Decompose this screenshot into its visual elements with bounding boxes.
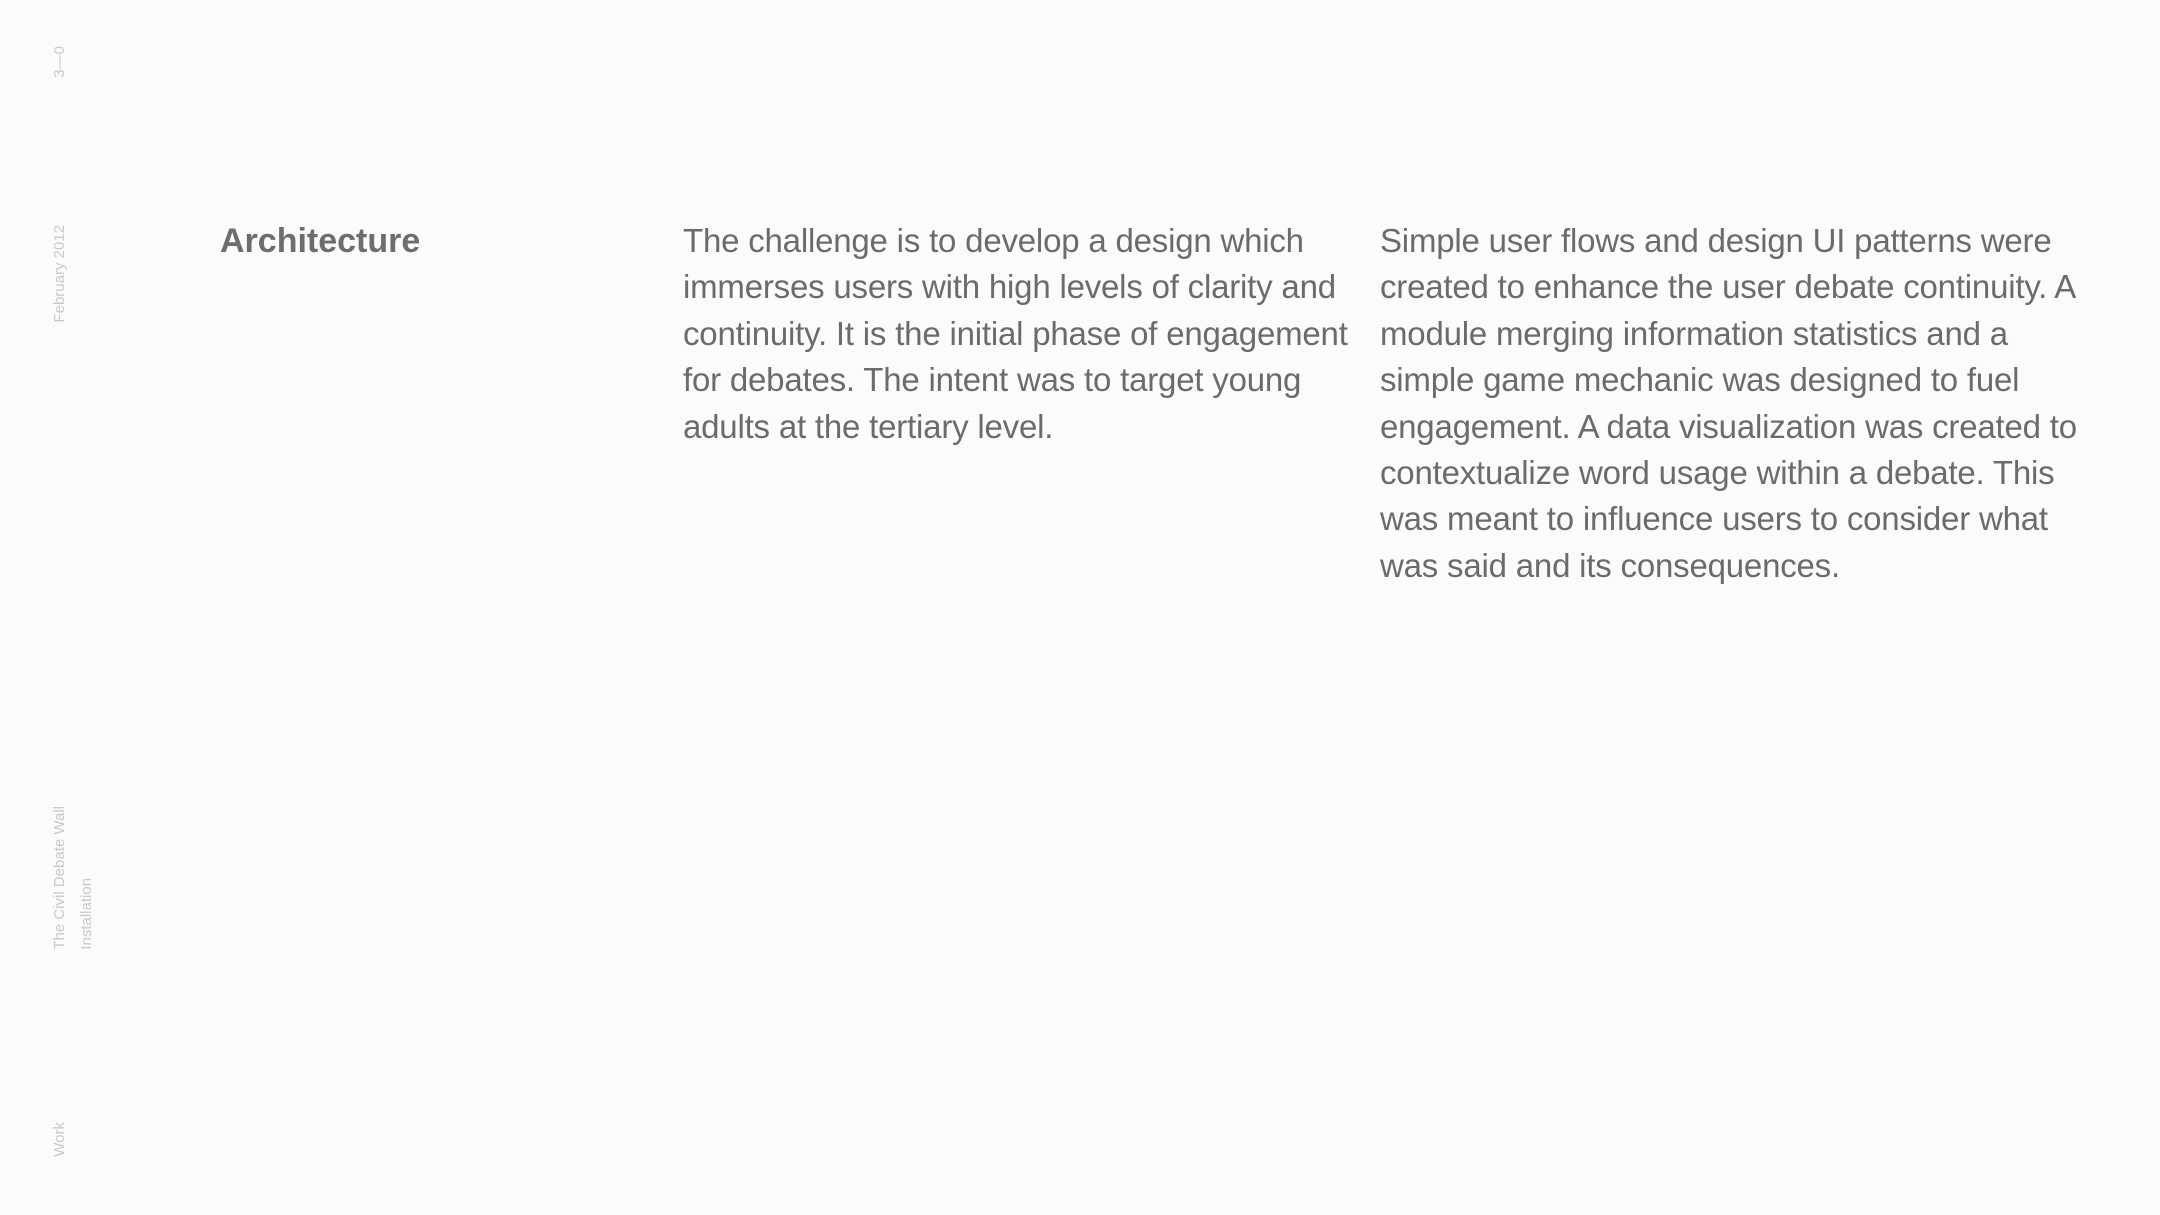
section-label: Work bbox=[51, 1122, 68, 1157]
body-column-2: Simple user flows and design UI patterns were created to enhance the user debate continuity. A module merging information statistics and a simple game mechanic was designed to fuel engagement. A data visualization was created to contextualize word usage within a debate. This was meant to influence users to consider what was said and its consequences. bbox=[1380, 222, 2077, 584]
project-title: The Civil Debate Wall bbox=[51, 806, 68, 950]
page-number: 3—0 bbox=[51, 46, 68, 78]
project-date: February 2012 bbox=[51, 225, 68, 323]
project-label bbox=[46, 806, 100, 950]
body-column-1: The challenge is to develop a design which immerses users with high levels of clarity and continuity. It is the initial phase of engagement for debates. The intent was to target young adults at the tertiary level. bbox=[683, 222, 1348, 445]
project-type: Installation bbox=[78, 877, 95, 950]
section-heading: Architecture bbox=[220, 222, 421, 260]
